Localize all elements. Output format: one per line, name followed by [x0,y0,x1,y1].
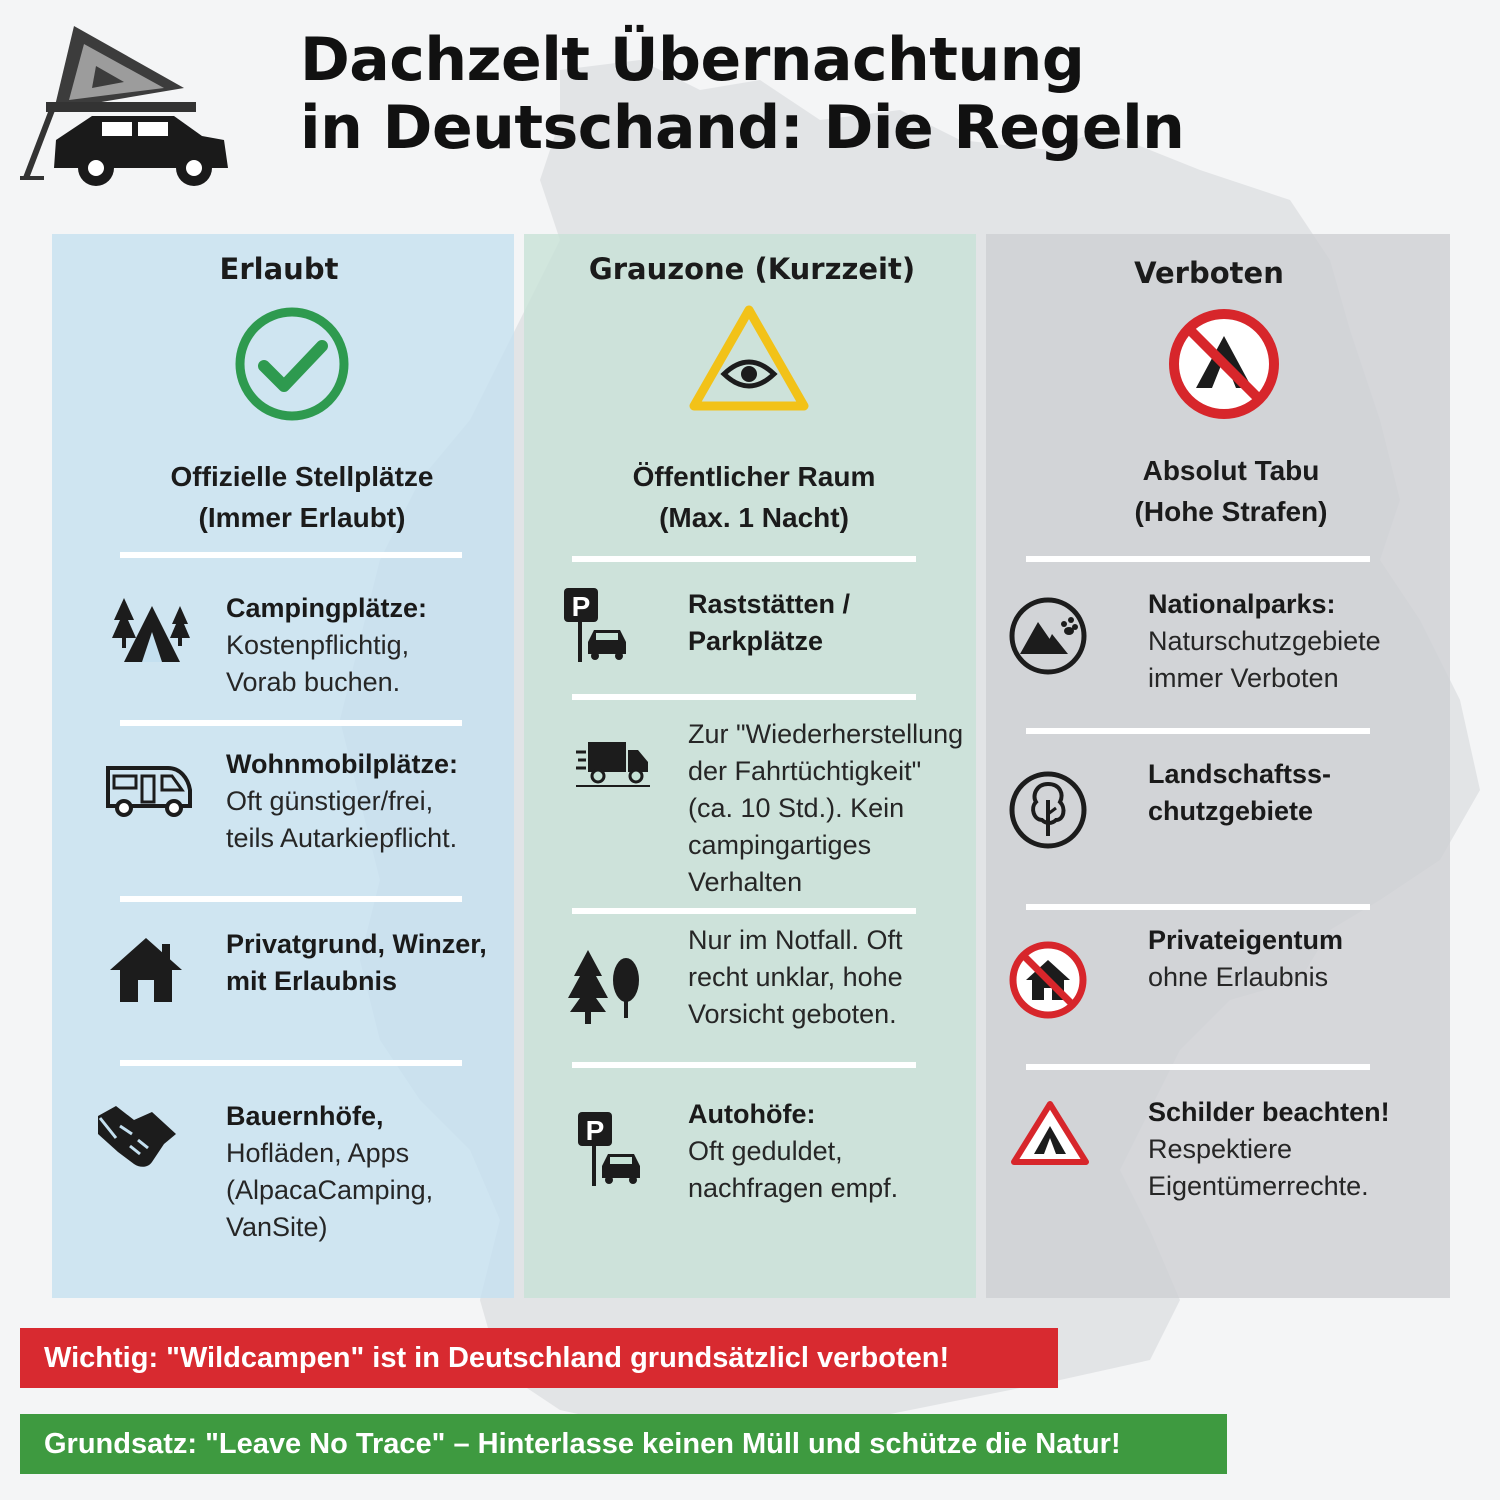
item-line: recht unklar, hohe [688,962,903,992]
tent-trees-icon [110,596,192,666]
national-park-icon [1008,596,1088,676]
item-title: Raststätten / [688,589,851,619]
title-line-2: in Deutschand: Die Regeln [300,93,1185,163]
item-title: Bauernhöfe, [226,1101,384,1131]
item-line: Naturschutzgebiete [1148,626,1381,656]
divider [120,720,462,726]
checkmark-circle-icon [232,304,352,424]
divider [1026,728,1370,734]
subtitle-grey-line-2: (Max. 1 Nacht) [659,502,849,533]
subtitle-forbidden [1056,450,1406,532]
camper-van-icon [104,762,194,818]
item-title: Schilder beachten! [1148,1097,1390,1127]
item-title: Landschaftss- [1148,759,1332,789]
subtitle-forbidden-line-1: Absolut Tabu [1142,455,1320,486]
list-item-notfall [688,922,968,1033]
column-header-allowed: Erlaubt [219,252,339,286]
divider [120,552,462,558]
item-line: nachfragen empf. [688,1173,899,1203]
list-item-fahrtuechtigkeit [688,716,978,901]
column-grey-zone [524,234,976,1298]
svg-text:P: P [585,1115,605,1146]
item-title: Wohnmobilplätze: [226,749,458,779]
page-title [300,26,1200,162]
column-header-forbidden: Verboten [1134,256,1284,290]
item-line: der Fahrtüchtigkeit" [688,756,922,786]
list-item-schilder [1148,1094,1438,1205]
subtitle-grey-line-1: Öffentlicher Raum [632,461,876,492]
item-line: Kostenpflichtig, [226,630,410,660]
no-camping-icon [1166,306,1282,422]
item-line: immer Verboten [1148,663,1339,693]
column-header-grey-zone: Grauzone (Kurzzeit) [588,252,916,286]
item-title: Campingplätze: [226,593,428,623]
item-title: Nationalparks: [1148,589,1336,619]
divider [1026,904,1370,910]
subtitle-allowed-line-1: Offizielle Stellplätze [170,461,434,492]
item-line: ohne Erlaubnis [1148,962,1329,992]
item-title-2: Parkplätze [688,626,824,656]
list-item-raststaetten [688,586,968,660]
item-line: (AlpacaCamping, [226,1175,434,1205]
list-item-nationalparks [1148,586,1438,697]
list-item-campingplaetze [226,590,506,701]
truck-icon [576,738,650,788]
divider [120,1060,462,1066]
item-line: Oft geduldet, [688,1136,843,1166]
item-line: Oft günstiger/frei, [226,786,434,816]
divider [120,896,462,902]
list-item-bauernhoefe [226,1098,516,1246]
camping-warning-sign-icon [1010,1100,1090,1166]
title-line-1: Dachzelt Übernachtung [300,25,1085,95]
no-house-icon [1008,940,1088,1020]
principle-banner: Grundsatz: "Leave No Trace" – Hinterlasse keinen Müll und schütze die Natur! [20,1414,1227,1474]
item-line: Vorsicht geboten. [688,999,897,1029]
item-title: Privatgrund, Winzer, [226,929,487,959]
warning-eye-icon [688,304,810,412]
divider [572,1062,916,1068]
item-title: Privateigentum [1148,925,1344,955]
item-title-2: mit Erlaubnis [226,966,398,996]
item-line: Verhalten [688,867,803,897]
subtitle-forbidden-line-2: (Hohe Strafen) [1134,496,1328,527]
parking-car-icon [576,1110,646,1188]
list-item-autohoefe [688,1096,968,1207]
item-title: Autohöfe: [688,1099,816,1129]
handshake-icon [94,1102,180,1172]
item-line: (ca. 10 Std.). Kein [688,793,905,823]
list-item-landschaftsschutzgebiete [1148,756,1438,830]
divider [572,694,916,700]
item-line: Respektiere [1148,1134,1293,1164]
divider [572,556,916,562]
item-line: Hofläden, Apps [226,1138,410,1168]
item-line: teils Autarkiepflicht. [226,823,458,853]
item-line: Vorab buchen. [226,667,401,697]
list-item-privateigentum [1148,922,1438,996]
tree-circle-icon [1008,770,1088,850]
item-line: campingartiges [688,830,872,860]
divider [1026,556,1370,562]
item-line: VanSite) [226,1212,328,1242]
divider [572,908,916,914]
item-line: Eigentümerrechte. [1148,1171,1369,1201]
forest-icon [566,948,642,1024]
item-line: Nur im Notfall. Oft [688,925,903,955]
list-item-wohnmobilplaetze [226,746,516,857]
subtitle-allowed-line-2: (Immer Erlaubt) [198,502,406,533]
subtitle-grey-zone [574,456,934,538]
car-roof-tent-logo-icon [14,18,244,188]
subtitle-allowed [142,456,462,538]
divider [1026,1064,1370,1070]
warning-banner: Wichtig: "Wildcampen" ist in Deutschland grundsätzlicl verboten! [20,1328,1058,1388]
item-title-2: chutzgebiete [1148,796,1314,826]
list-item-privatgrund [226,926,516,1000]
item-line: Zur "Wiederherstellung [688,719,964,749]
parking-car-icon [562,586,632,664]
svg-text:P: P [571,591,591,622]
house-icon [108,934,184,1004]
column-forbidden [986,234,1450,1298]
column-allowed [52,234,514,1298]
